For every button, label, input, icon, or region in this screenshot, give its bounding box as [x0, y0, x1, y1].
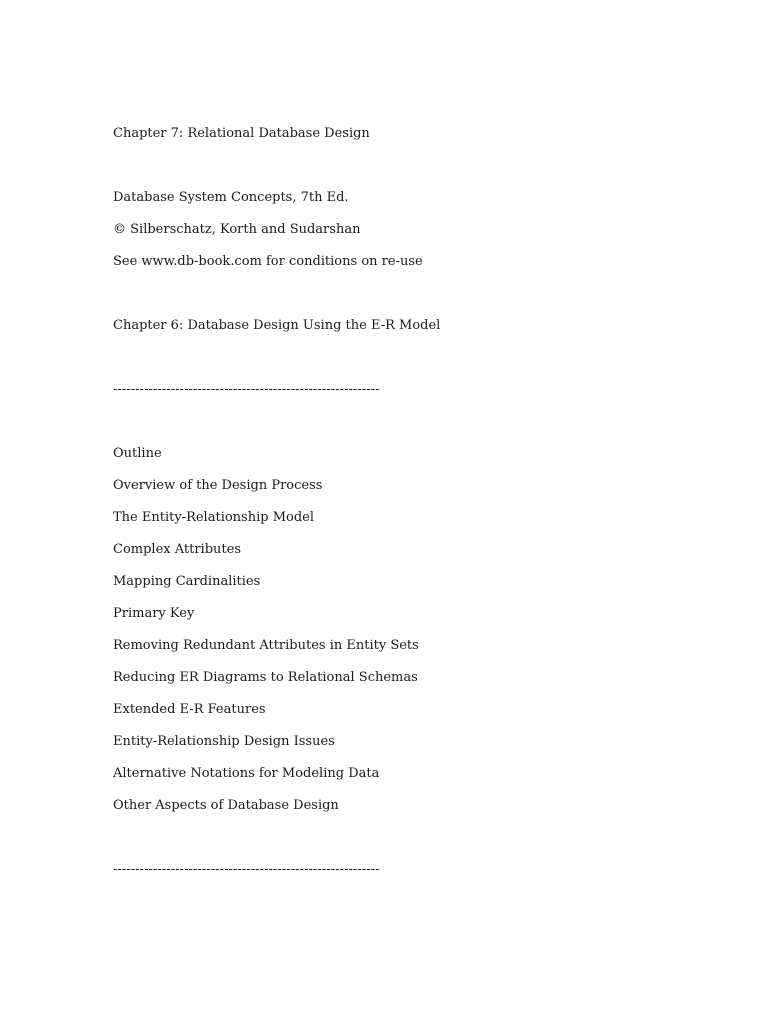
book-title: Database System Concepts, 7th Ed. [113, 190, 349, 205]
outline-item: Overview of the Design Process [113, 478, 323, 493]
outline-item: Extended E-R Features [113, 702, 266, 717]
outline-item: Primary Key [113, 606, 195, 621]
outline-heading: Outline [113, 446, 162, 461]
separator-line: ------------------------------------------------------------ [113, 862, 380, 877]
chapter-heading: Chapter 6: Database Design Using the E-R Model [113, 318, 441, 333]
outline-item: Reducing ER Diagrams to Relational Schemas [113, 670, 418, 685]
reuse-notice: See www.db-book.com for conditions on re-use [113, 254, 423, 269]
outline-item: Complex Attributes [113, 542, 242, 557]
document-title: Chapter 7: Relational Database Design [113, 126, 370, 141]
separator-line: ------------------------------------------------------------ [113, 382, 380, 397]
outline-item: The Entity-Relationship Model [113, 510, 315, 525]
outline-item: Entity-Relationship Design Issues [113, 734, 335, 749]
outline-item: Removing Redundant Attributes in Entity Sets [113, 638, 419, 653]
outline-item: Other Aspects of Database Design [113, 798, 339, 813]
outline-item: Mapping Cardinalities [113, 574, 261, 589]
copyright-line: © Silberschatz, Korth and Sudarshan [113, 222, 361, 237]
outline-item: Alternative Notations for Modeling Data [113, 766, 380, 781]
